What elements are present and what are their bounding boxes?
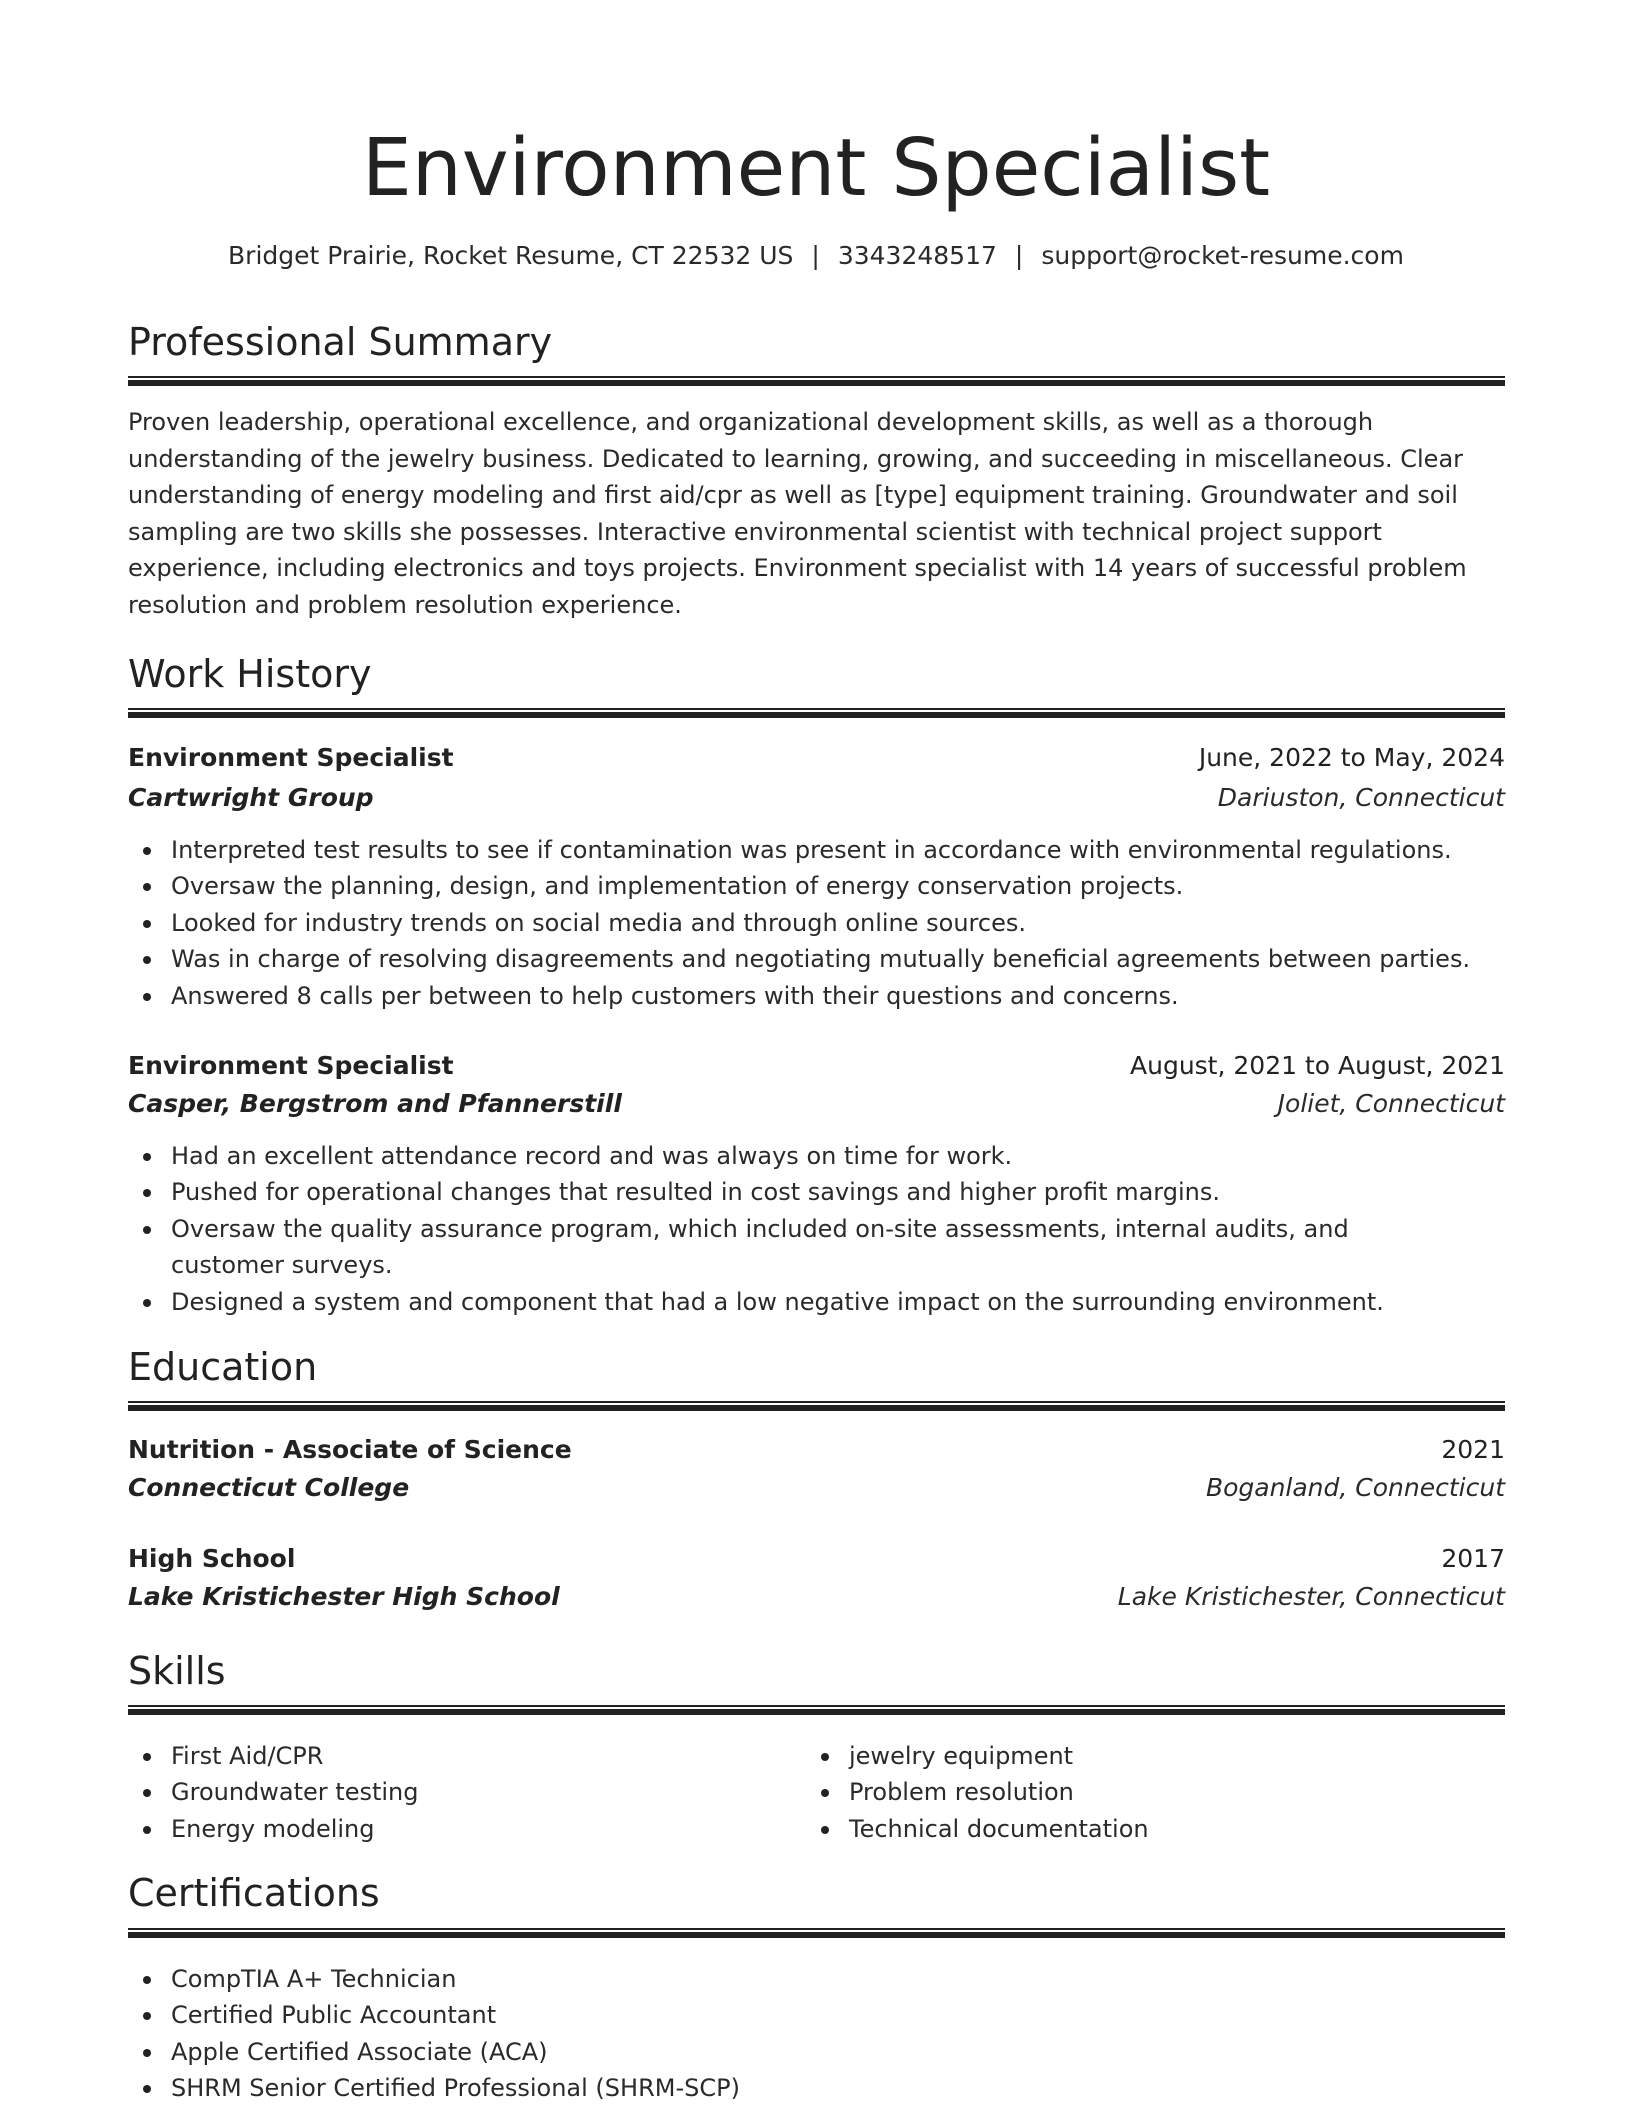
certification-item: CompTIA A+ Technician <box>171 1961 1171 1997</box>
contact-phone: 3343248517 <box>837 241 997 270</box>
certification-item: Apple Certified Associate (ACA) <box>171 2034 1171 2070</box>
education-school: Lake Kristichester High School <box>128 1582 560 1611</box>
section-rule <box>128 1401 1505 1411</box>
job-location: Dariuston, Connecticut <box>1217 783 1505 812</box>
education-2-subheader <box>128 1579 1505 1615</box>
contact-email: support@rocket-resume.com <box>1041 241 1404 270</box>
skills-heading: Skills <box>128 1649 226 1693</box>
education-location: Boganland, Connecticut <box>1205 1473 1505 1502</box>
section-rule <box>128 1928 1505 1938</box>
job-2-bullets <box>128 1138 1461 1320</box>
skill-item: Technical documentation <box>849 1811 1469 1847</box>
summary-text: Proven leadership, operational excellence, and organizational development skills, as well as a thorough understanding of the jewelry business. Dedicated to learning, growing, and succeeding in miscellaneous. Clear understanding of energy modeling and first aid/cpr as well as [type] equipment training. Groundwater and soil sampling are two skills she possesses. Interactive environmental scientist with technical project support experience, including electronics and toys projects. Environment specialist with 14 years of successful problem resolution and problem resolution experience. <box>128 408 1467 619</box>
contact-line <box>0 240 1632 272</box>
job-1-subheader <box>128 780 1505 816</box>
skill-item: Problem resolution <box>849 1774 1469 1810</box>
education-1-subheader <box>128 1470 1505 1506</box>
job-location: Joliet, Connecticut <box>1277 1089 1505 1118</box>
skill-item: Groundwater testing <box>171 1774 791 1810</box>
list-item: Looked for industry trends on social media and through online sources. <box>171 905 1505 941</box>
education-degree: Nutrition - Associate of Science <box>128 1435 572 1464</box>
job-title: Environment Specialist <box>128 1051 454 1080</box>
section-rule <box>128 376 1505 386</box>
job-company: Cartwright Group <box>128 783 374 812</box>
skill-item: jewelry equipment <box>849 1738 1469 1774</box>
contact-separator: | <box>811 241 820 270</box>
education-2-header <box>128 1541 1505 1577</box>
skills-list-left <box>128 1738 791 1847</box>
job-company: Casper, Bergstrom and Pfannerstill <box>128 1089 622 1118</box>
skills-list-right <box>806 1738 1469 1847</box>
section-rule <box>128 1705 1505 1715</box>
job-1-header <box>128 740 1505 776</box>
education-degree: High School <box>128 1544 296 1573</box>
list-item: Oversaw the planning, design, and implementation of energy conservation projects. <box>171 868 1505 904</box>
job-2-header <box>128 1048 1505 1084</box>
certification-item: SHRM Senior Certified Professional (SHRM-SCP) <box>171 2070 1171 2106</box>
list-item: Interpreted test results to see if contamination was present in accordance with environmental regulations. <box>171 832 1505 868</box>
contact-address: Bridget Prairie, Rocket Resume, CT 22532 US <box>228 241 794 270</box>
job-2-subheader <box>128 1086 1505 1122</box>
skill-item: Energy modeling <box>171 1811 791 1847</box>
education-heading: Education <box>128 1345 318 1389</box>
contact-separator: | <box>1014 241 1024 270</box>
job-title: Environment Specialist <box>128 743 454 772</box>
list-item: Had an excellent attendance record and was always on time for work. <box>171 1138 1461 1174</box>
resume-title: Environment Specialist <box>361 122 1271 214</box>
job-dates: June, 2022 to May, 2024 <box>1198 743 1505 772</box>
list-item: Answered 8 calls per between to help customers with their questions and concerns. <box>171 978 1505 1014</box>
education-1-header <box>128 1432 1505 1468</box>
certifications-heading: Certifications <box>128 1871 380 1915</box>
list-item: Pushed for operational changes that resulted in cost savings and higher profit margins. <box>171 1174 1461 1210</box>
list-item: Was in charge of resolving disagreements and negotiating mutually beneficial agreements between parties. <box>171 941 1505 977</box>
skill-item: First Aid/CPR <box>171 1738 791 1774</box>
education-year: 2017 <box>1441 1544 1505 1573</box>
job-dates: August, 2021 to August, 2021 <box>1130 1051 1505 1080</box>
summary-heading: Professional Summary <box>128 320 553 364</box>
work-heading: Work History <box>128 652 372 696</box>
education-year: 2021 <box>1441 1435 1505 1464</box>
education-location: Lake Kristichester, Connecticut <box>1117 1582 1505 1611</box>
certification-item: Certified Public Accountant <box>171 1997 1171 2033</box>
list-item: Designed a system and component that had a low negative impact on the surrounding environment. <box>171 1284 1461 1320</box>
section-rule <box>128 708 1505 718</box>
education-school: Connecticut College <box>128 1473 410 1502</box>
certifications-list <box>128 1961 1171 2107</box>
list-item: Oversaw the quality assurance program, which included on-site assessments, internal audits, and customer surveys. <box>171 1211 1461 1284</box>
job-1-bullets <box>128 832 1505 1014</box>
